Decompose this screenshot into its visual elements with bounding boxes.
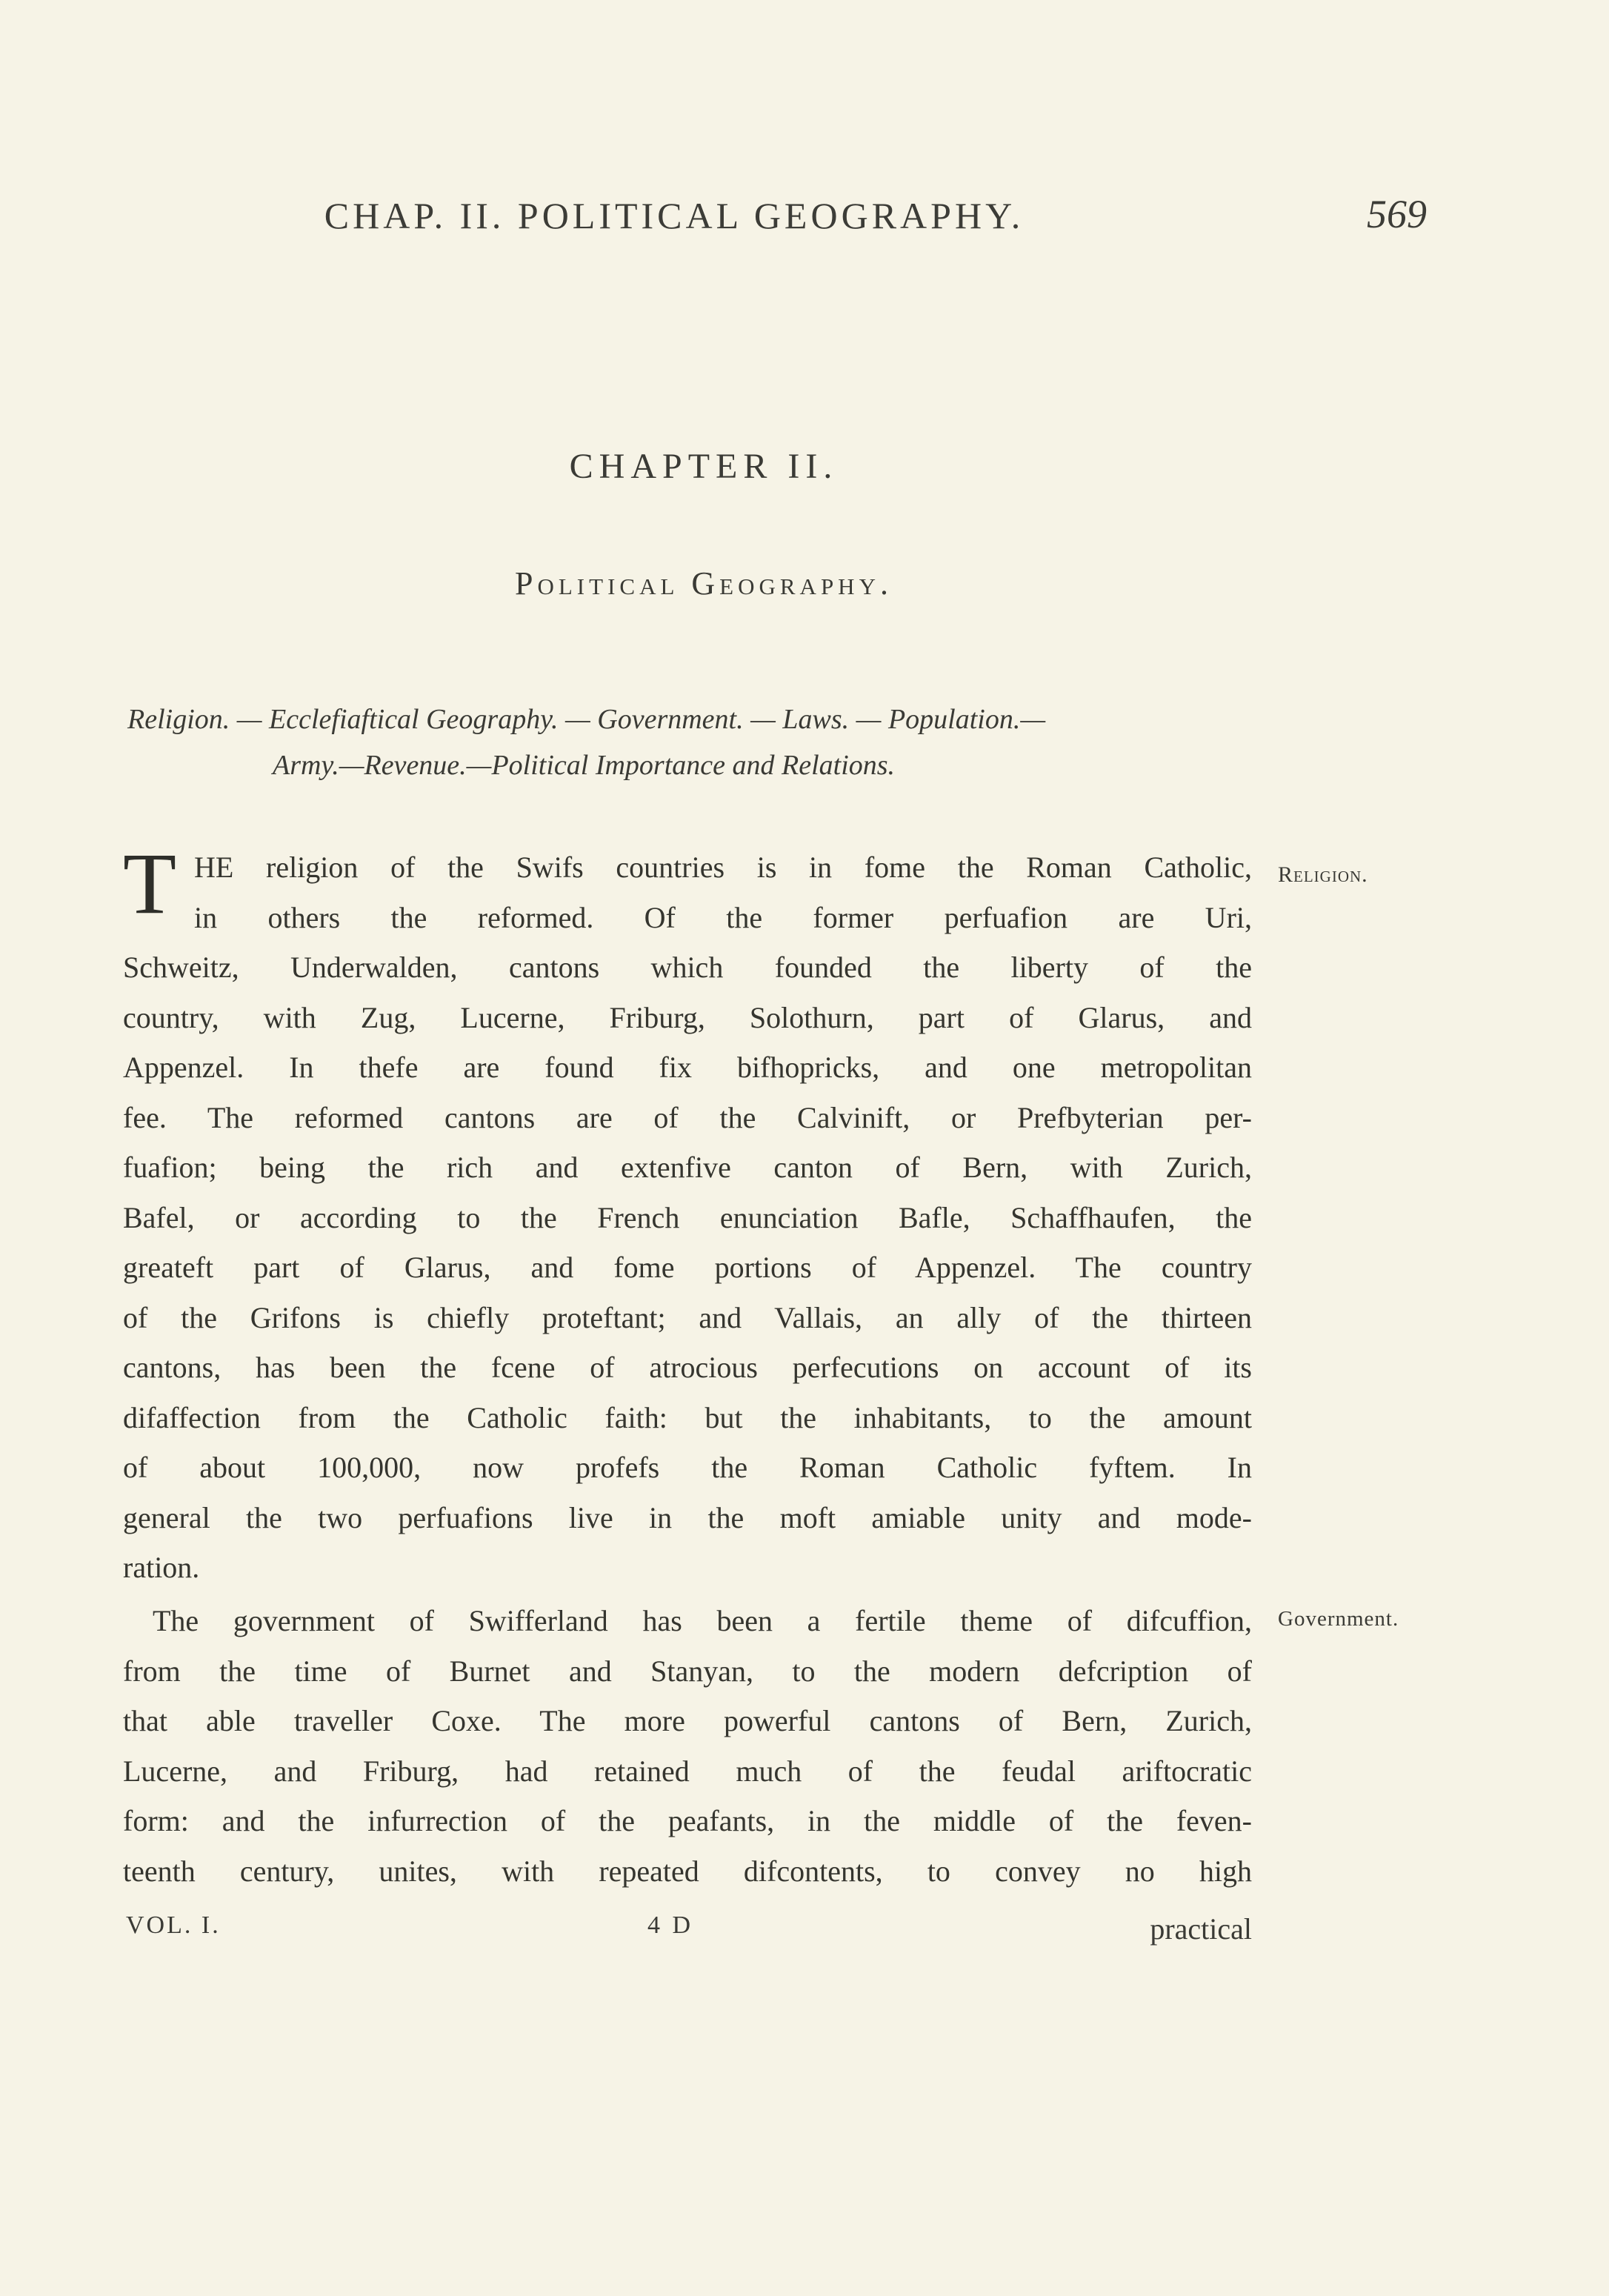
text-line: fee. The reformed cantons are of the Calvinift, or Prefbyterian per- (123, 1100, 1252, 1134)
section-title: Political Geography. (515, 565, 893, 602)
paragraph-government (123, 1596, 1252, 1896)
volume-signature: VOL. I. (126, 1911, 221, 1939)
text-line: ration. (123, 1551, 200, 1584)
page-number: 569 (1367, 192, 1427, 236)
text-line: teenth century, unites, with repeated difcontents, to convey no high (123, 1854, 1252, 1888)
text-line: of the Grifons is chiefly proteftant; and Vallais, an ally of the thirteen (123, 1300, 1252, 1334)
text-line: difaffection from the Catholic faith: but the inhabitants, to the amount (123, 1400, 1252, 1434)
text-line: greateft part of Glarus, and fome portions of Appenzel. The country (123, 1251, 1252, 1284)
text-line: Appenzel. In thefe are found fix bifhopricks, and one metropolitan (123, 1051, 1252, 1084)
catchword: practical (1150, 1912, 1252, 1946)
text-line: that able traveller Coxe. The more powerful cantons of Bern, Zurich, (123, 1704, 1252, 1737)
chapter-contents (124, 696, 1250, 788)
page-footer (123, 1911, 1252, 1956)
text-line: Schweitz, Underwalden, cantons which founded the liberty of the (123, 951, 1252, 984)
margin-note-religion: Religion. (1278, 862, 1368, 887)
drop-capital: T (123, 835, 177, 932)
text-line: fuafion; being the rich and extenfive canton of Bern, with Zurich, (123, 1151, 1252, 1184)
chapter-title: CHAPTER II. (569, 447, 839, 486)
contents-line: Army.—Revenue.—Political Importance and Relations. (273, 750, 896, 781)
text-line: The government of Swifferland has been a fertile theme of difcuffion, (153, 1604, 1252, 1637)
text-line: from the time of Burnet and Stanyan, to the modern defcription of (123, 1654, 1252, 1688)
paragraph-religion (123, 835, 1252, 1593)
text-line: form: and the infurrection of the peafants, in the middle of the feven- (123, 1804, 1252, 1837)
text-line: cantons, has been the fcene of atrocious perfecutions on account of its (123, 1351, 1252, 1384)
running-head: CHAP. II. POLITICAL GEOGRAPHY. (324, 195, 1025, 236)
text-line: Bafel, or according to the French enunciation Bafle, Schaffhaufen, the (123, 1200, 1252, 1234)
text-line: HE religion of the Swifs countries is in fome the Roman Catholic, (194, 851, 1252, 884)
margin-note-government: Government. (1278, 1607, 1399, 1631)
text-line: in others the reformed. Of the former perfuafion are Uri, (194, 900, 1252, 934)
contents-line: Religion. — Ecclefiaftical Geography. — Government. — Laws. — Population.— (127, 704, 1046, 735)
text-line: of about 100,000, now profefs the Roman Catholic fyftem. In (123, 1451, 1252, 1484)
text-line: general the two perfuafions live in the moft amiable unity and mode- (123, 1500, 1252, 1534)
text-line: country, with Zug, Lucerne, Friburg, Solothurn, part of Glarus, and (123, 1000, 1252, 1034)
gathering-mark: 4 D (647, 1911, 694, 1939)
text-line: Lucerne, and Friburg, had retained much of the feudal ariftocratic (123, 1754, 1252, 1788)
